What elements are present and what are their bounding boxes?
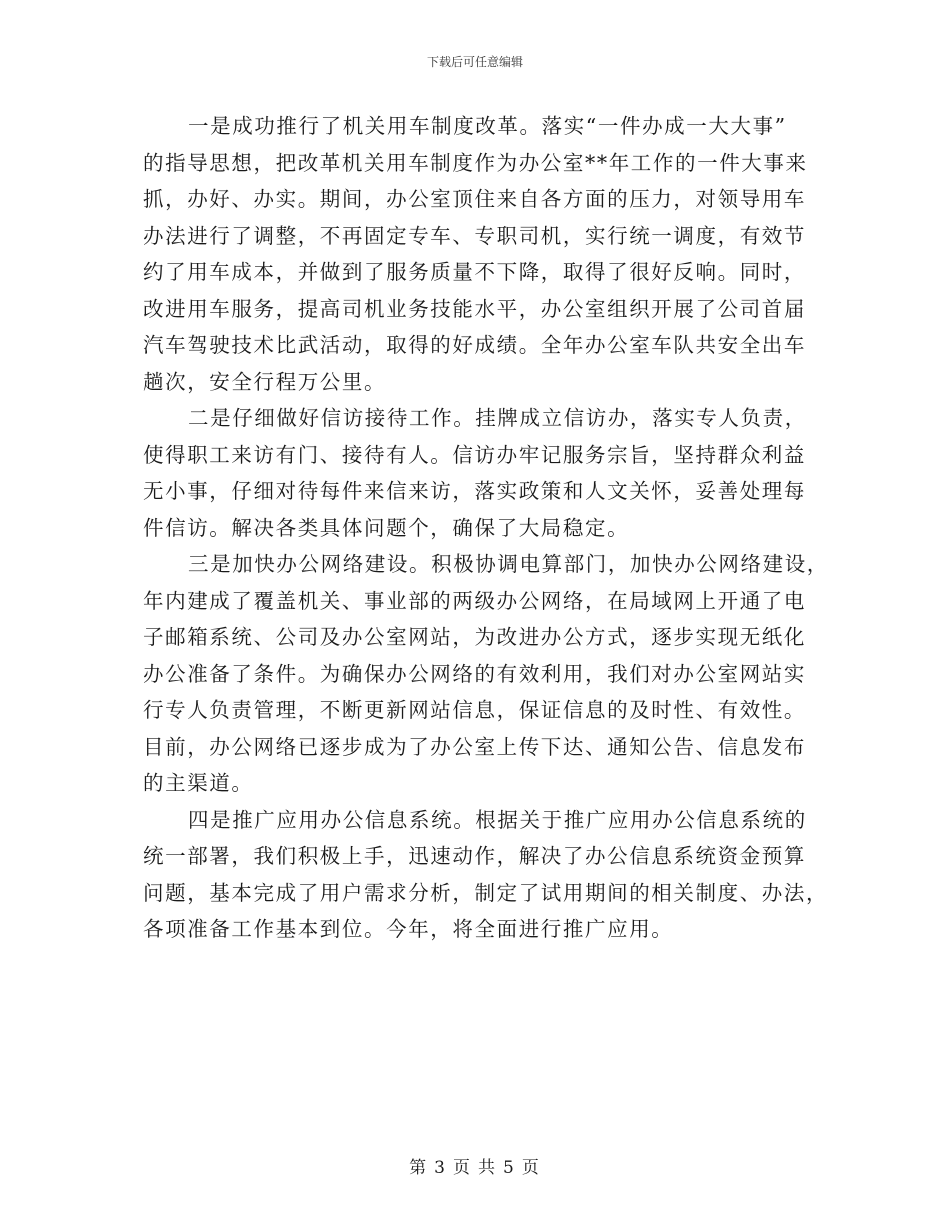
paragraph-line: 年内建成了覆盖机关、事业部的两级办公网络，在局域网上开通了电 bbox=[143, 588, 806, 613]
paragraph-line: 子邮箱系统、公司及办公室网站，为改进办公方式，逐步实现无纸化 bbox=[143, 625, 806, 649]
paragraph-line: 趟次，安全行程万公里。 bbox=[143, 369, 387, 394]
paragraph-line: 的指导思想，把改革机关用车制度作为办公室**年工作的一件大事来 bbox=[143, 150, 808, 175]
paragraph-line: 统一部署，我们积极上手，迅速动作，解决了办公信息系统资金预算 bbox=[143, 844, 806, 868]
paragraph-line: 使得职工来访有门、接待有人。信访办牢记服务宗旨，坚持群众利益 bbox=[143, 442, 806, 467]
paragraph-line: 一是成功推行了机关用车制度改革。落实“一件办成一大大事” bbox=[188, 114, 787, 138]
page-footer bbox=[0, 1153, 950, 1178]
footer-total-word: 共 bbox=[478, 1158, 497, 1178]
paragraph-line: 无小事，仔细对待每件来信来访，落实政策和人文关怀，妥善处理每 bbox=[143, 479, 806, 503]
paragraph-line: 的主渠道。 bbox=[143, 771, 254, 795]
paragraph-line: 汽车驾驶技术比武活动，取得的好成绩。全年办公室车队共安全出车 bbox=[143, 333, 806, 357]
document-body bbox=[143, 108, 829, 948]
paragraph-line: 件信访。解决各类具体问题个，确保了大局稳定。 bbox=[143, 515, 630, 540]
paragraph-line: 抓，办好、办实。期间，办公室顶住来自各方面的压力，对领导用车 bbox=[143, 187, 806, 211]
footer-prefix: 第 bbox=[409, 1158, 429, 1178]
paragraph-line: 行专人负责管理，不断更新网站信息，保证信息的及时性、有效性。 bbox=[143, 698, 806, 722]
paragraph-line: 办法进行了调整，不再固定专车、专职司机，实行统一调度，有效节 bbox=[143, 223, 806, 248]
total-page-count: 5 bbox=[503, 1158, 516, 1178]
paragraph-line: 改进用车服务，提高司机业务技能水平，办公室组织开展了公司首届 bbox=[143, 296, 806, 321]
paragraph-line: 办公准备了条件。为确保办公网络的有效利用，我们对办公室网站实 bbox=[143, 661, 806, 686]
paragraph-line: 目前，办公网络已逐步成为了办公室上传下达、通知公告、信息发布 bbox=[143, 734, 806, 759]
page-header: 下载后可任意编辑 bbox=[426, 55, 523, 69]
paragraph-line: 二是仔细做好信访接待工作。挂牌成立信访办，落实专人负责， bbox=[188, 406, 807, 430]
paragraph-line: 各项准备工作基本到位。今年，将全面进行推广应用。 bbox=[143, 917, 674, 941]
paragraph-line: 四是推广应用办公信息系统。根据关于推广应用办公信息系统的 bbox=[188, 807, 807, 832]
current-page-number: 3 bbox=[434, 1158, 447, 1178]
footer-page-word: 页 bbox=[453, 1158, 472, 1178]
paragraph-line: 三是加快办公网络建设。积极协调电算部门，加快办公网络建设， bbox=[188, 552, 829, 576]
paragraph-line: 约了用车成本，并做到了服务质量不下降，取得了很好反响。同时， bbox=[143, 260, 806, 284]
paragraph-line: 问题，基本完成了用户需求分析，制定了试用期间的相关制度、办法， bbox=[143, 880, 829, 905]
footer-suffix: 页 bbox=[521, 1158, 541, 1178]
